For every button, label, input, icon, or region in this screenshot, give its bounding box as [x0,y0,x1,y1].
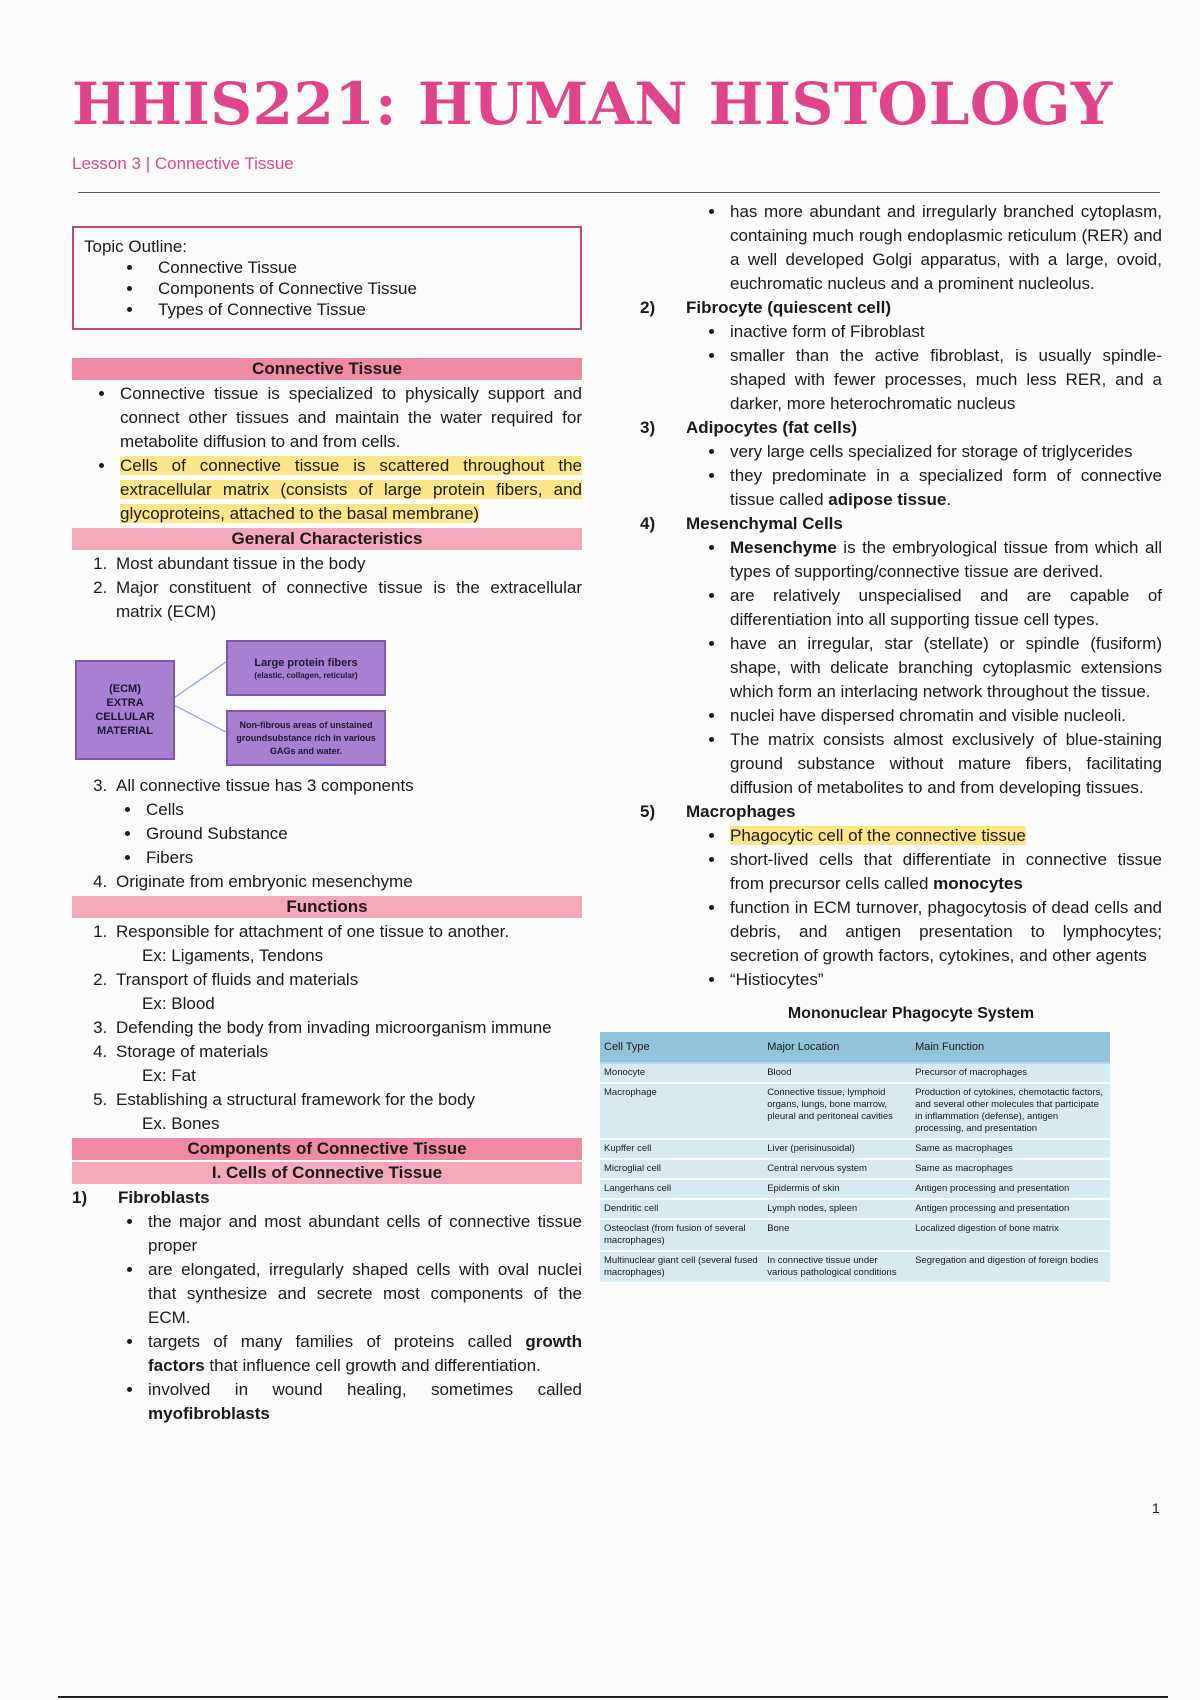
page-bottom-edge [58,1696,1168,1698]
item-number: 3) [640,418,656,437]
column-header: Cell Type [600,1032,763,1063]
table-cell: Connective tissue, lymphoid organs, lungs, bone marrow, pleural and peritoneal cavities [763,1083,911,1139]
page-number: 1 [1152,1500,1160,1516]
list-item: • nuclei have dispersed chromatin and visible nucleoli. [726,704,1162,728]
table-cell: Liver (perisinusoidal) [763,1139,911,1159]
list-item [726,464,1162,512]
topic-outline-heading: Topic Outline: [84,237,187,256]
text-segment: they predominate in a specialized form of connective tissue called [730,466,1162,509]
table-cell: Localized digestion of bone matrix [911,1219,1110,1251]
protein-fibers-title: Large protein fibers [254,656,358,669]
bold-term: myofibroblasts [148,1404,270,1423]
table-cell: Blood [763,1063,911,1083]
bold-term: monocytes [933,874,1023,893]
item-title: Fibrocyte (quiescent cell) [686,298,891,317]
list-item: • Cells [142,798,582,822]
list-item: • has more abundant and irregularly branched cytoplasm, containing much rough endoplasmic reticulum (RER) and a well developed Golgi apparatus, with a large, ovoid, euchromatic nucleus and a prominent nucleolus. [726,200,1162,296]
mesenchymal-list [660,536,1162,800]
list-item: • function in ECM turnover, phagocytosis of dead cells and debris, and antigen presentation to lymphocytes; secretion of growth factors, cytokines, and other agents [726,896,1162,968]
outline-item: • Types of Connective Tissue [144,299,570,320]
list-item: • “Histiocytes” [726,968,1162,992]
right-column [604,200,1162,1284]
list-item: • the major and most abundant cells of connective tissue proper [144,1210,582,1258]
function-text: 2. Transport of fluids and materials [116,970,359,989]
table-cell: Same as macrophages [911,1139,1110,1159]
protein-fibers-box [226,640,386,696]
item-number: 4) [640,514,656,533]
item-title: Mesenchymal Cells [686,514,843,533]
function-example: Ex: Blood [142,994,215,1013]
adipocytes-heading [640,416,1162,440]
table-cell: Same as macrophages [911,1159,1110,1179]
list-item: 3. Defending the body from invading microorganism immune [112,1016,582,1040]
list-item: • are elongated, irregularly shaped cells with oval nuclei that synthesize and secrete most components of the ECM. [144,1258,582,1330]
outline-item: • Components of Connective Tissue [144,278,570,299]
ecm-line: EXTRA [106,697,144,709]
table-cell: Antigen processing and presentation [911,1179,1110,1199]
section-heading-functions: Functions [72,896,582,918]
table-cell: In connective tissue under various pathological conditions [763,1251,911,1283]
list-item [112,968,582,1016]
list-item: • The matrix consists almost exclusively of blue-staining ground substance without mature fibers, facilitating diffusion of metabolites to and from developing tissues. [726,728,1162,800]
section-heading-components: Components of Connective Tissue [72,1138,582,1160]
column-header: Major Location [763,1032,911,1063]
functions-list [72,920,582,1136]
table-cell: Production of cytokines, chemotactic factors, and several other molecules that participate in inflammation (defense), antigen processing, and presentation [911,1083,1110,1139]
list-item [112,1088,582,1136]
table-cell: Multinuclear giant cell (several fused macrophages) [600,1251,763,1283]
mesenchymal-heading [640,512,1162,536]
table-row [600,1083,1110,1139]
header-divider [78,192,1160,193]
ground-substance-text: Non-fibrous areas of unstained groundsubstance rich in various GAGs and water. [236,719,376,756]
left-column [72,226,582,1426]
table-cell: Lymph nodes, spleen [763,1199,911,1219]
list-item: • inactive form of Fibroblast [726,320,1162,344]
components-list [72,798,582,870]
bold-term: growth factors [148,1332,582,1375]
highlighted-text: Cells of connective tissue is scattered throughout the extracellular matrix (consists of large protein fibers, and glycoproteins, attached to the basal membrane) [120,456,582,523]
column-header: Main Function [911,1032,1110,1063]
table-cell: Epidermis of skin [763,1179,911,1199]
text-segment: targets of many families of proteins called [148,1332,526,1351]
macrophages-heading [640,800,1162,824]
text-segment: short-lived cells that differentiate in connective tissue from precursor cells called [730,850,1162,893]
table-title: Mononuclear Phagocyte System [787,1005,1035,1022]
table-row [600,1199,1110,1219]
function-text: 1. Responsible for attachment of one tissue to another. [116,922,510,941]
list-item: 1. Most abundant tissue in the body [112,552,582,576]
table-cell: Segregation and digestion of foreign bodies [911,1251,1110,1283]
item-number: 1) [72,1188,88,1207]
list-item: 2. Major constituent of connective tissue is the extracellular matrix (ECM) [112,576,582,624]
text-segment: that influence cell growth and differentiation. [204,1356,541,1375]
list-item: • very large cells specialized for storage of triglycerides [726,440,1162,464]
list-item [726,824,1162,848]
item-number: 5) [640,802,656,821]
ecm-line: MATERIAL [96,725,153,737]
item-number: 2) [640,298,656,317]
list-item: 4. Originate from embryonic mesenchyme [112,870,582,894]
function-example: Ex. Bones [142,1114,220,1133]
adipocytes-list [660,440,1162,512]
list-item: • are relatively unspecialised and are capable of differentiation into all supporting tissue cell types. [726,584,1162,632]
table-cell: Microglial cell [600,1159,763,1179]
lesson-subtitle: Lesson 3 | Connective Tissue [72,154,294,173]
table-cell: Precursor of macrophages [911,1063,1110,1083]
table-cell: Bone [763,1219,911,1251]
item-title: Fibroblasts [118,1188,210,1207]
list-item [144,1330,582,1378]
bold-term: Mesenchyme [730,538,837,557]
table-row [600,1063,1110,1083]
page-title: HHIS221: HUMAN HISTOLOGY [72,70,1113,138]
list-item [726,848,1162,896]
ecm-diagram [72,634,582,770]
table-row [600,1139,1110,1159]
protein-fibers-subtitle: (elastic, collagen, reticular) [254,670,358,680]
mononuclear-phagocyte-table [600,1032,1110,1284]
list-item [112,1040,582,1088]
outline-item: • Connective Tissue [144,257,570,278]
fibroblasts-heading [72,1186,582,1210]
table-cell: Central nervous system [763,1159,911,1179]
list-item [726,536,1162,584]
table-row [600,1159,1110,1179]
topic-outline-box [72,226,582,330]
list-item [112,920,582,968]
table-cell: Macrophage [600,1083,763,1139]
connective-tissue-list [72,382,582,526]
list-item-text: All connective tissue has 3 components [116,776,414,795]
fibrocyte-list [660,320,1162,416]
item-title: Adipocytes (fat cells) [686,418,857,437]
table-cell: Antigen processing and presentation [911,1199,1110,1219]
table-row [600,1251,1110,1283]
table-cell: Langerhans cell [600,1179,763,1199]
general-characteristics-list-continued [72,774,582,798]
list-item [144,1378,582,1426]
macrophages-list [660,824,1162,992]
list-item: • Fibers [142,846,582,870]
text-segment: . [946,490,952,509]
list-item [112,774,582,798]
table-row [600,1179,1110,1199]
fibroblasts-list [72,1210,582,1426]
section-heading-connective-tissue: Connective Tissue [72,358,582,380]
list-item: • Ground Substance [142,822,582,846]
text-segment: involved in wound healing, sometimes called [148,1380,582,1399]
table-cell: Dendritic cell [600,1199,763,1219]
item-title: Macrophages [686,802,796,821]
list-item: • smaller than the active fibroblast, is usually spindle-shaped with fewer processes, much less RER, and a darker, more heterochromatic nucleus [726,344,1162,416]
function-example: Ex: Ligaments, Tendons [142,946,324,965]
list-item: • have an irregular, star (stellate) or spindle (fusiform) shape, with delicate branching cytoplasmic extensions which form an interlacing network throughout the tissue. [726,632,1162,704]
function-text: 5. Establishing a structural framework for the body [116,1090,476,1109]
ecm-box [75,660,175,760]
ecm-line: (ECM) [109,683,141,695]
highlighted-text: Phagocytic cell of the connective tissue [730,826,1026,845]
ground-substance-box [226,710,386,766]
text-segment: is the embryological tissue from which all types of supporting/connective tissue are derived. [730,538,1162,581]
fibroblasts-list-continued [660,200,1162,296]
list-item: • Connective tissue is specialized to physically support and connect other tissues and maintain the water required for metabolite diffusion to and from cells. [116,382,582,454]
table-cell: Monocyte [600,1063,763,1083]
table-row [600,1219,1110,1251]
table-cell: Kupffer cell [600,1139,763,1159]
fibrocyte-heading [640,296,1162,320]
section-subheading-cells: I. Cells of Connective Tissue [72,1162,582,1184]
ecm-line: CELLULAR [95,711,155,723]
function-text: 4. Storage of materials [116,1042,269,1061]
list-item [116,454,582,526]
general-characteristics-list-end [72,870,582,894]
general-characteristics-list [72,552,582,624]
table-header-row [600,1032,1110,1063]
table-cell: Osteoclast (from fusion of several macrophages) [600,1219,763,1251]
bold-term: adipose tissue [828,490,947,509]
section-heading-general-characteristics: General Characteristics [72,528,582,550]
function-example: Ex: Fat [142,1066,196,1085]
